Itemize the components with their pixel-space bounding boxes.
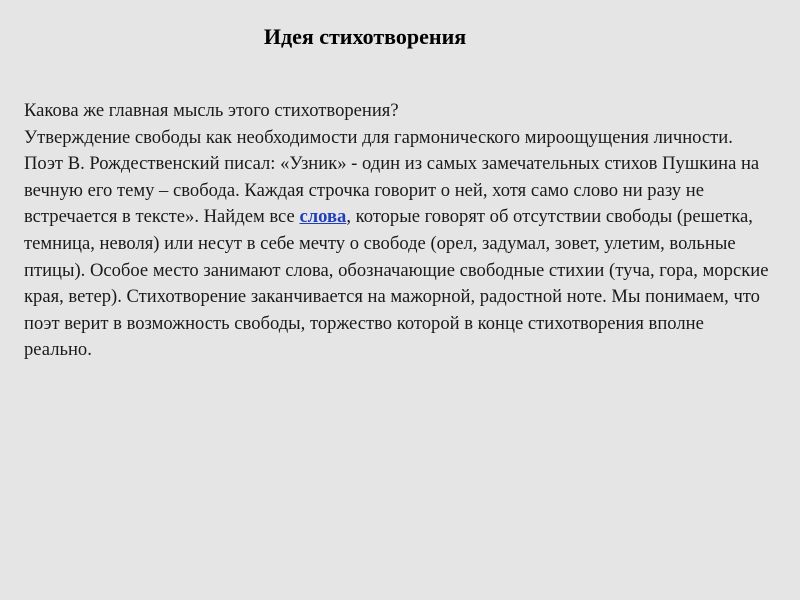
slide-title: Идея стихотворения [263, 24, 467, 49]
statement-paragraph: Утверждение свободы как необходимости для гармонического мироощущения личности. [24, 126, 733, 148]
words-link[interactable]: слова [299, 206, 347, 228]
quote-paragraph [24, 151, 776, 364]
quote-text-before-link: Поэт В. Рождественский писал: «Узник» - один из самых замечательных стихов Пушкина на вечную его тему – свобода. Каждая строчка говорит о ней, хотя само слово ни разу не встречается в тексте». Найдем все [24, 153, 760, 228]
slide-body [24, 98, 776, 364]
quote-text-after-link: , которые говорят об отсутствии свободы (решетка, темница, неволя) или несут в себе мечту о свободе (орел, задумал, зовет, улетим, вольные птицы). Особое место занимают слова, обозначающие свободные стихии (туча, гора, морские края, ветер). Стихотворение заканчивается на мажорной, радостной ноте. Мы понимаем, что поэт верит в возможность свободы, торжество которой в конце стихотворения вполне реально. [24, 206, 769, 361]
question-paragraph: Какова же главная мысль этого стихотворения? [24, 100, 399, 121]
